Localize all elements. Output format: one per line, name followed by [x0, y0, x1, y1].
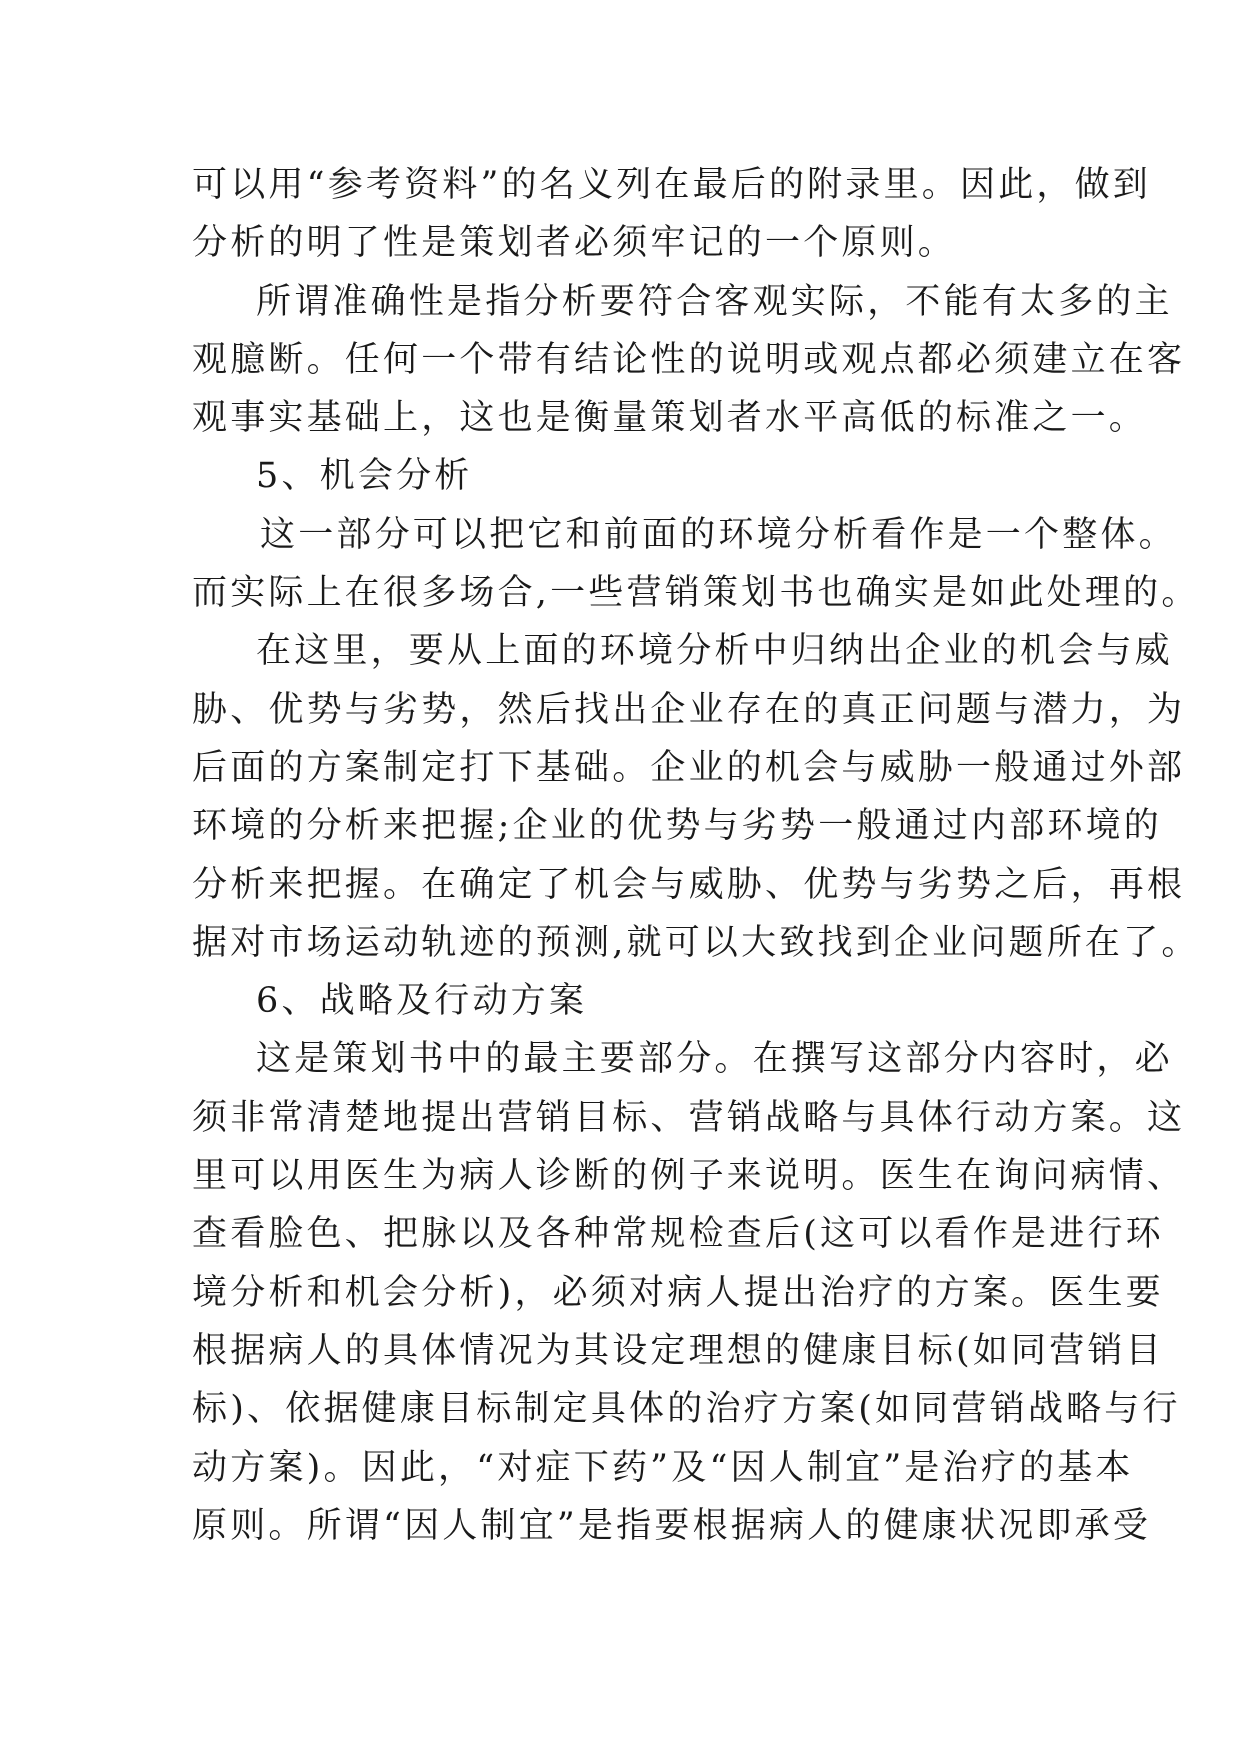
- text-line: 境分析和机会分析)，必须对病人提出治疗的方案。医生要: [192, 1272, 1164, 1313]
- paragraph-start: 所谓准确性是指分析要符合客观实际，不能有太多的主: [256, 281, 1173, 322]
- text-line: 观事实基础上，这也是衡量策划者水平高低的标准之一。: [192, 398, 1148, 439]
- text-line: 分析来把握。在确定了机会与威胁、优势与劣势之后，再根: [192, 864, 1186, 905]
- text-line: 观臆断。任何一个带有结论性的说明或观点都必须建立在客: [192, 339, 1186, 380]
- paragraph-start: 在这里，要从上面的环境分析中归纳出企业的机会与威: [256, 631, 1173, 672]
- paragraph-start: 这是策划书中的最主要部分。在撰写这部分内容时，必: [256, 1039, 1173, 1080]
- text-line: 后面的方案制定打下基础。企业的机会与威胁一般通过外部: [192, 747, 1186, 788]
- section-heading: 5、机会分析: [256, 456, 473, 497]
- text-line: 环境的分析来把握;企业的优势与劣势一般通过内部环境的: [192, 806, 1162, 847]
- body-text: [192, 156, 1200, 1555]
- text-line: 里可以用医生为病人诊断的例子来说明。医生在询问病情、: [192, 1156, 1186, 1197]
- text-line: 胁、优势与劣势，然后找出企业存在的真正问题与潜力，为: [192, 689, 1186, 730]
- text-line: 分析的明了性是策划者必须牢记的一个原则。: [192, 223, 957, 264]
- text-line: 而实际上在很多场合,一些营销策划书也确实是如此处理的。: [192, 573, 1200, 614]
- text-line: 标)、依据健康目标制定具体的治疗方案(如同营销战略与行: [192, 1389, 1181, 1430]
- text-line: 须非常清楚地提出营销目标、营销战略与具体行动方案。这: [192, 1097, 1186, 1138]
- text-line: 原则。所谓“因人制宜”是指要根据病人的健康状况即承受: [192, 1505, 1151, 1546]
- text-line: 查看脸色、把脉以及各种常规检查后(这可以看作是进行环: [192, 1214, 1164, 1255]
- paragraph-start: 这一部分可以把它和前面的环境分析看作是一个整体。: [260, 514, 1177, 555]
- text-line: 据对市场运动轨迹的预测,就可以大致找到企业问题所在了。: [192, 922, 1200, 963]
- text-line: 可以用“参考资料”的名义列在最后的附录里。因此，做到: [192, 165, 1151, 205]
- text-line: 根据病人的具体情况为其设定理想的健康目标(如同营销目: [192, 1330, 1164, 1371]
- text-line: 动方案)。因此，“对症下药”及“因人制宜”是治疗的基本: [192, 1447, 1134, 1488]
- section-heading: 6、战略及行动方案: [256, 981, 588, 1022]
